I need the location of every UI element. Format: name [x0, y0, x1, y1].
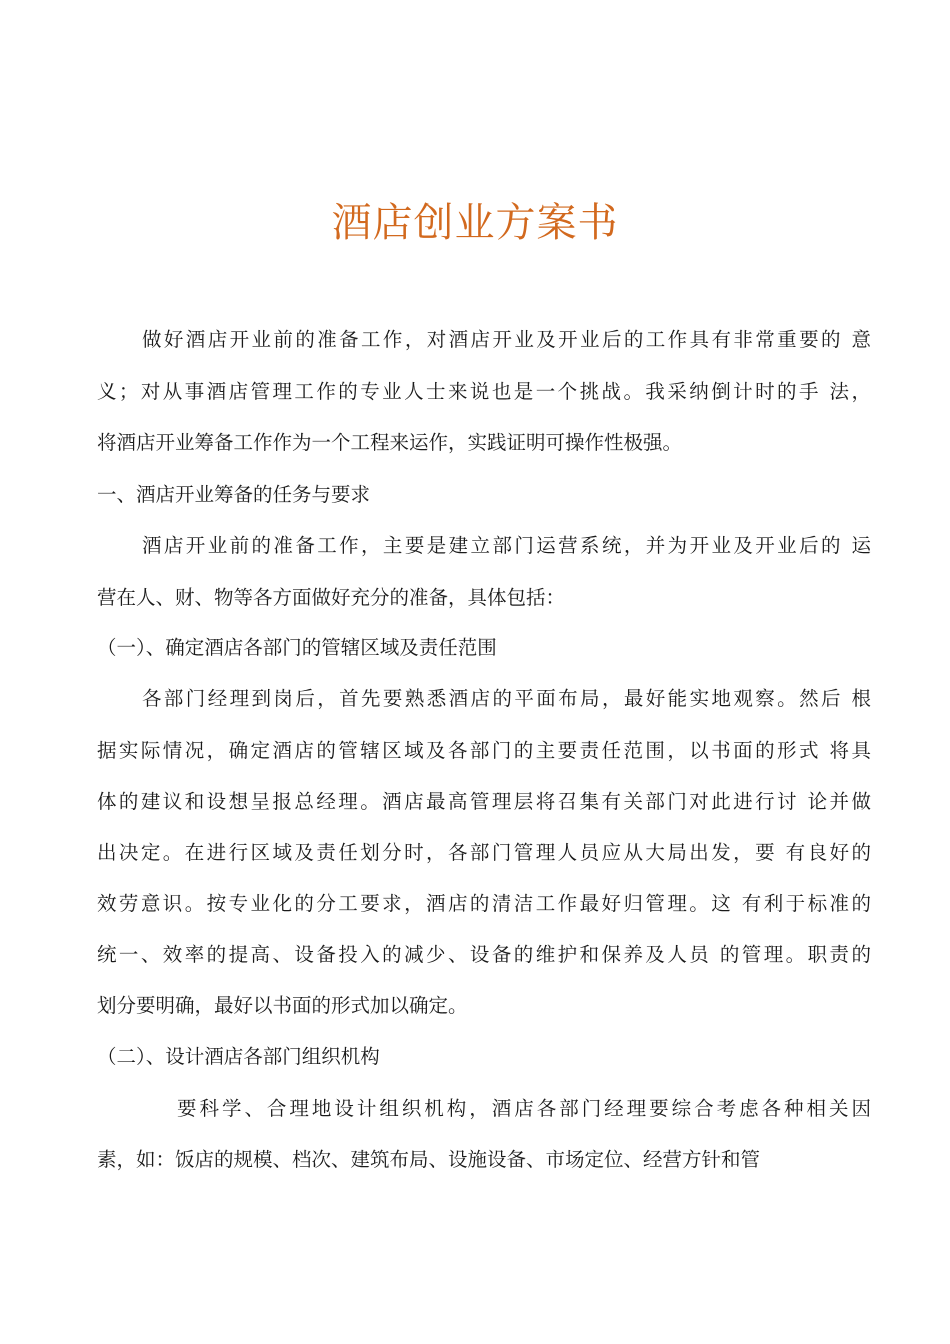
paragraph-2-line-1: 酒店开业前的准备工作，主要是建立部门运营系统，并为开业及开业后的 运: [142, 534, 871, 557]
subsection-heading-2: （二）、设计酒店各部门组织机构: [97, 1045, 380, 1068]
paragraph-3-line-3: 体的建议和设想呈报总经理。酒店最高管理层将召集有关部门对此进行讨 论并做: [97, 790, 871, 813]
paragraph-3-line-6: 统一、效率的提高、设备投入的减少、设备的维护和保养及人员 的管理。职责的: [97, 943, 871, 966]
section-heading-1: 一、酒店开业筹备的任务与要求: [97, 483, 371, 506]
paragraph-3-line-7: 划分要明确，最好以书面的形式加以确定。: [97, 994, 468, 1017]
paragraph-4-line-2: 素，如：饭店的规模、档次、建筑布局、设施设备、市场定位、经营方针和管: [97, 1148, 761, 1171]
paragraph-1-line-2: 义；对从事酒店管理工作的专业人士来说也是一个挑战。我采纳倒计时的手 法，: [97, 380, 871, 403]
paragraph-3-line-4: 出决定。在进行区域及责任划分时，各部门管理人员应从大局出发，要 有良好的: [97, 841, 871, 864]
subsection-heading-1: （一）、确定酒店各部门的管辖区域及责任范围: [97, 636, 497, 659]
paragraph-1-line-3: 将酒店开业筹备工作作为一个工程来运作，实践证明可操作性极强。: [97, 431, 683, 454]
paragraph-4-line-1: 要科学、合理地设计组织机构，酒店各部门经理要综合考虑各种相关因: [177, 1097, 871, 1120]
paragraph-3-line-1: 各部门经理到岗后，首先要熟悉酒店的平面布局，最好能实地观察。然后 根: [142, 687, 871, 710]
paragraph-1-line-1: 做好酒店开业前的准备工作，对酒店开业及开业后的工作具有非常重要的 意: [142, 328, 871, 351]
document-title: 酒店创业方案书: [331, 200, 619, 246]
paragraph-3-line-2: 据实际情况，确定酒店的管辖区域及各部门的主要责任范围，以书面的形式 将具: [97, 739, 871, 762]
paragraph-2-line-2: 营在人、财、物等各方面做好充分的准备，具体包括：: [97, 586, 566, 609]
paragraph-3-line-5: 效劳意识。按专业化的分工要求，酒店的清洁工作最好归管理。这 有利于标准的: [97, 892, 871, 915]
